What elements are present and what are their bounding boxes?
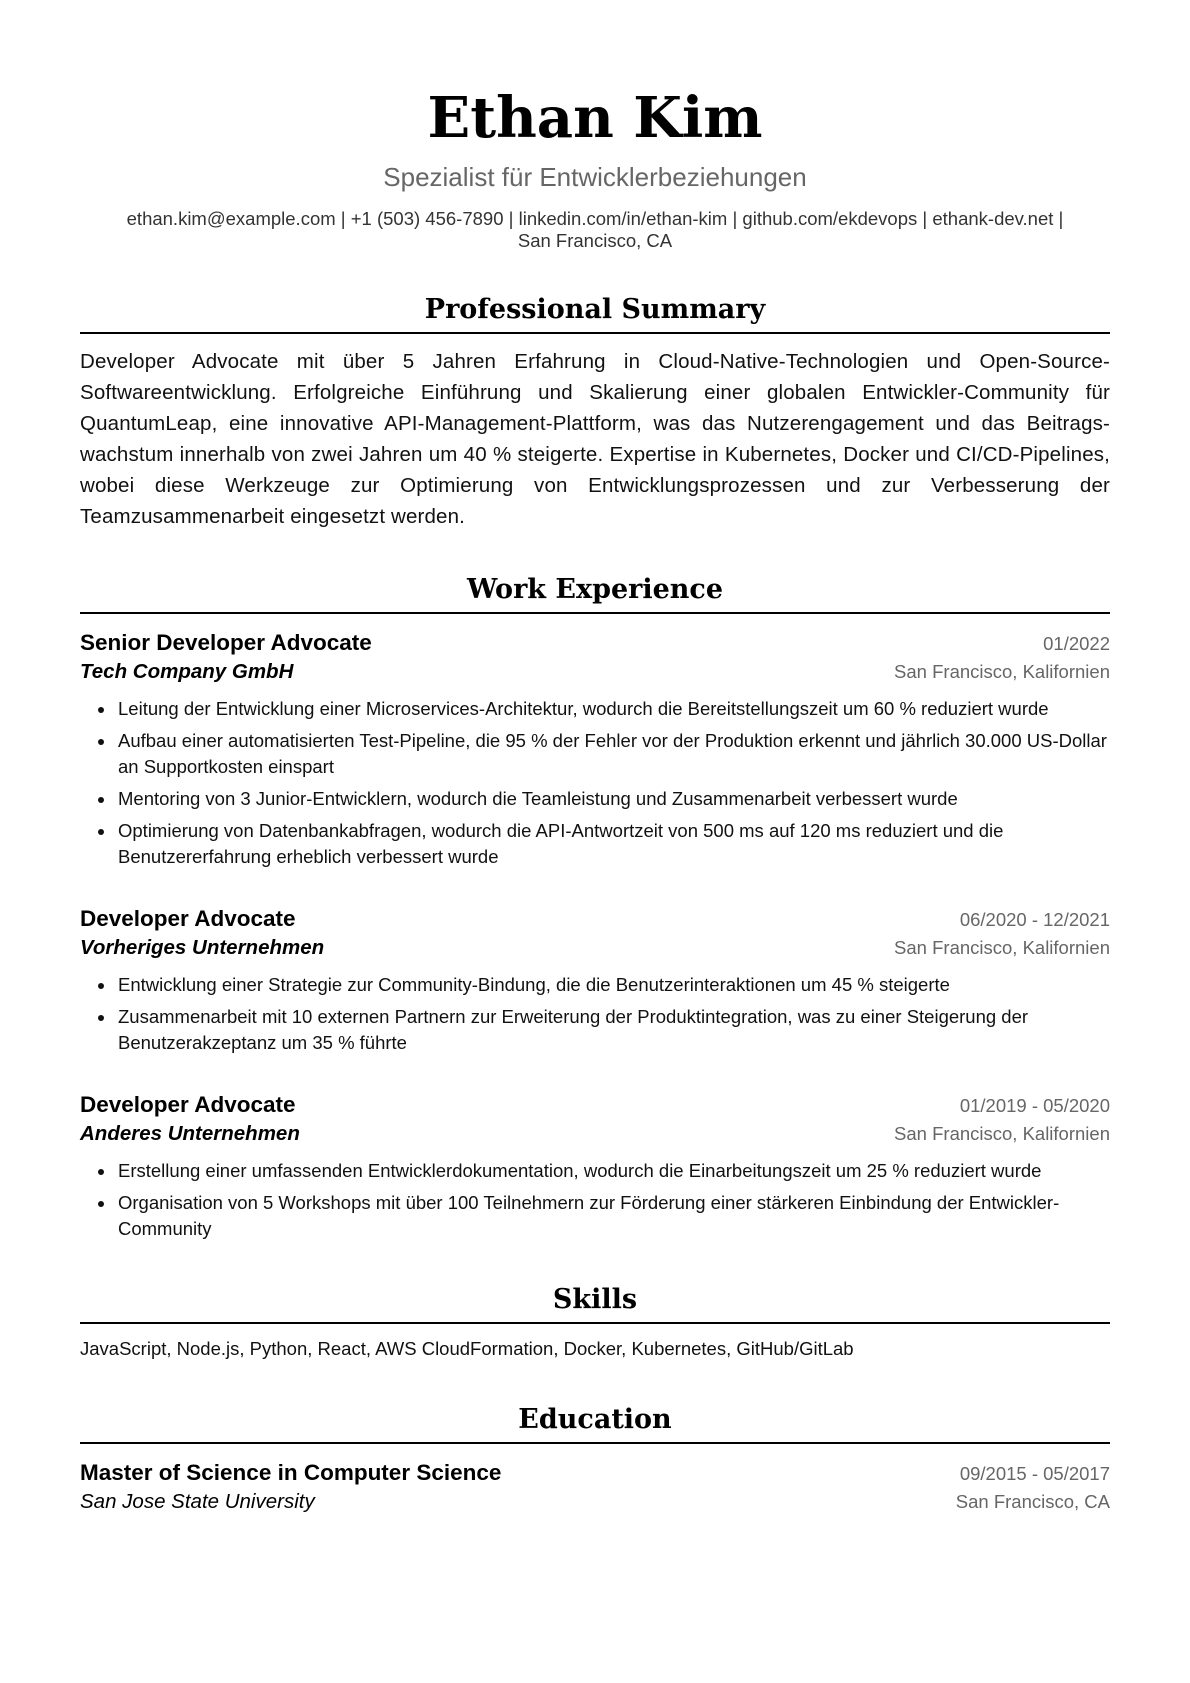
section-heading-education: Education [80, 1402, 1110, 1444]
contact-location: San Francisco, CA [517, 230, 673, 251]
experience-section [80, 572, 1110, 1242]
skills-section [80, 1282, 1110, 1362]
summary-text: Developer Advocate mit über 5 Jahren Erfahrung in Cloud-Native-Technologien und Open-Source-Softwareentwicklung. Erfolgreiche Einführung und Skalierung einer globalen Entwickler-Community für QuantumLeap, eine innovative API-Management-Plattform, was das Nutzerengagement und das Beitrags-wachstum innerhalb von zwei Jahren um 40 % steigerte. Expertise in Kubernetes, Docker und CI/CD-Pipelines, wobei diese Werkzeuge zur Optimierung von Entwicklungsprozessen und zur Verbesserung der Teamzusammenarbeit eingesetzt werden. [80, 350, 1110, 528]
contact-info [80, 208, 1110, 252]
education-entry [80, 1458, 1110, 1516]
section-heading-summary: Professional Summary [80, 292, 1110, 334]
skills-list: JavaScript, Node.js, Python, React, AWS CloudFormation, Docker, Kubernetes, GitHub/GitLab [80, 1338, 854, 1359]
education-location: San Francisco, CA [955, 1491, 1110, 1512]
education-section [80, 1402, 1110, 1516]
job-bullet: • Zusammenarbeit mit 10 externen Partnern zur Erweiterung der Produktintegration, was zu einer Steigerung der Benutzerakzeptanz um 35 % führte [116, 1004, 1110, 1056]
job-title: Developer Advocate [80, 1092, 296, 1117]
job-date: 01/2019 - 05/2020 [959, 1095, 1110, 1116]
section-heading-skills: Skills [80, 1282, 1110, 1324]
job-date: 01/2022 [1043, 633, 1110, 654]
job-location: San Francisco, Kalifornien [894, 1123, 1110, 1144]
separator: | [503, 208, 519, 229]
job-location: San Francisco, Kalifornien [894, 661, 1110, 682]
contact-linkedin[interactable]: linkedin.com/in/ethan-kim [518, 208, 728, 229]
contact-github[interactable]: github.com/ekdevops [742, 208, 918, 229]
job-date: 06/2020 - 12/2021 [959, 909, 1110, 930]
education-date: 09/2015 - 05/2017 [959, 1463, 1110, 1484]
job-bullet: • Organisation von 5 Workshops mit über 100 Teilnehmern zur Förderung einer stärkeren Einbindung der Entwickler-Community [116, 1190, 1110, 1242]
separator: | [1053, 208, 1064, 229]
contact-email[interactable]: ethan.kim@example.com [126, 208, 336, 229]
job-company: Vorheriges Unternehmen [80, 936, 325, 959]
job-entry [80, 904, 1110, 1056]
job-entry [80, 1090, 1110, 1242]
job-entry [80, 628, 1110, 870]
school-name: San Jose State University [80, 1490, 315, 1513]
candidate-title: Spezialist für Entwicklerbeziehungen [383, 162, 807, 192]
job-bullets [80, 1158, 1110, 1242]
job-company: Anderes Unternehmen [80, 1122, 300, 1145]
section-heading-experience: Work Experience [80, 572, 1110, 614]
job-bullet: • Mentoring von 3 Junior-Entwicklern, wodurch die Teamleistung und Zusammenarbeit verbessert wurde [116, 786, 1110, 812]
job-company: Tech Company GmbH [80, 660, 294, 683]
job-bullet: • Entwicklung einer Strategie zur Community-Bindung, die die Benutzerinteraktionen um 45 % steigerte [116, 972, 1110, 998]
job-bullet: • Leitung der Entwicklung einer Microservices-Architektur, wodurch die Bereitstellungszeit um 60 % reduziert wurde [116, 696, 1110, 722]
degree-title: Master of Science in Computer Science [80, 1460, 502, 1485]
job-bullet: • Erstellung einer umfassenden Entwicklerdokumentation, wodurch die Einarbeitungszeit um 25 % reduziert wurde [116, 1158, 1110, 1184]
job-bullet: • Optimierung von Datenbankabfragen, wodurch die API-Antwortzeit von 500 ms auf 120 ms reduziert und die Benutzererfahrung erheblich verbessert wurde [116, 818, 1110, 870]
separator: | [335, 208, 351, 229]
contact-website[interactable]: ethank-dev.net [932, 208, 1054, 229]
candidate-name: Ethan Kim [427, 85, 763, 151]
summary-section [80, 292, 1110, 532]
job-location: San Francisco, Kalifornien [894, 937, 1110, 958]
job-title: Senior Developer Advocate [80, 630, 372, 655]
separator: | [727, 208, 743, 229]
separator: | [917, 208, 933, 229]
job-title: Developer Advocate [80, 906, 296, 931]
job-bullets [80, 696, 1110, 870]
contact-phone[interactable]: +1 (503) 456-7890 [350, 208, 504, 229]
job-bullet: • Aufbau einer automatisierten Test-Pipeline, die 95 % der Fehler vor der Produktion erkennt und jährlich 30.000 US-Dollar an Supportkosten einspart [116, 728, 1110, 780]
job-bullets [80, 972, 1110, 1056]
